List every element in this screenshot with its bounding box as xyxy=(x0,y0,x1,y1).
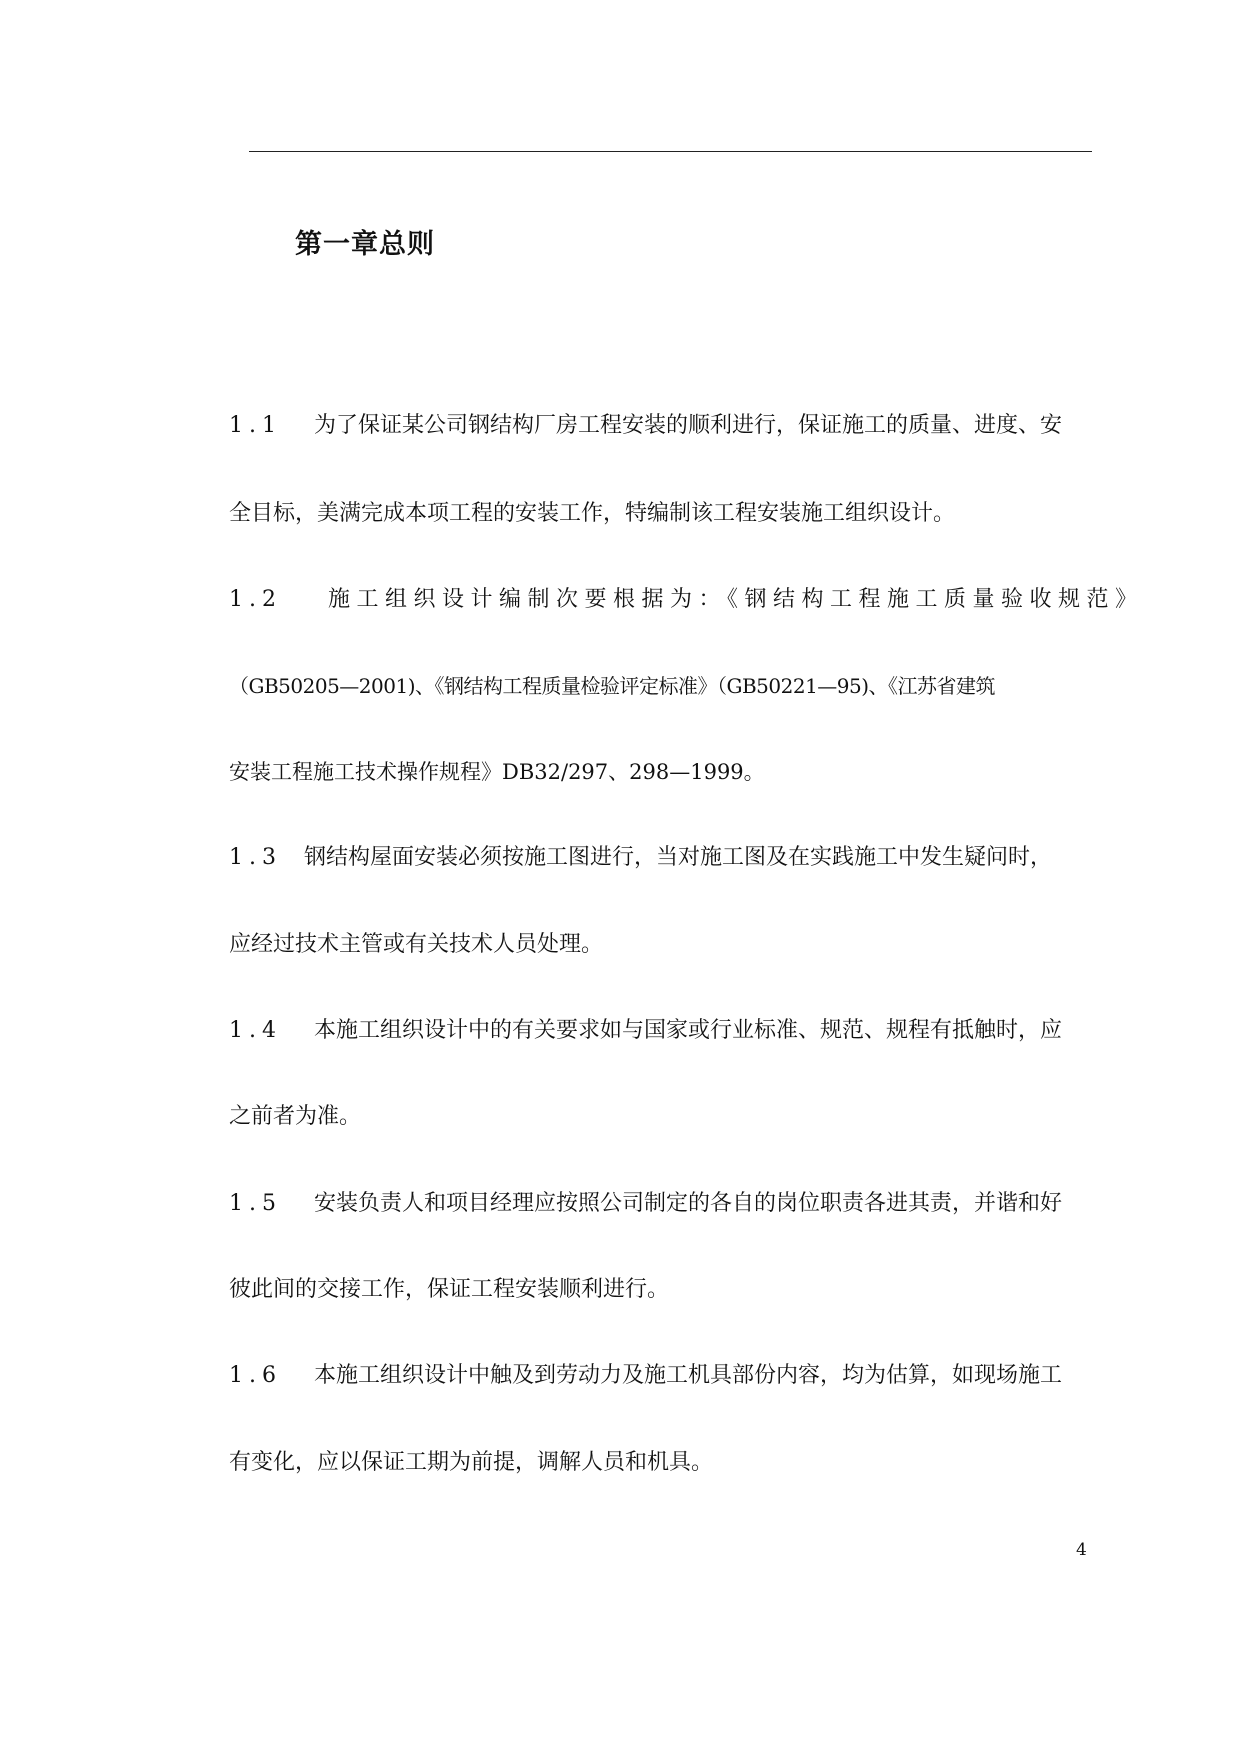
clause-number: 1.5 xyxy=(229,1191,282,1216)
clause-1-5-line-2 xyxy=(229,1275,669,1305)
clause-1-5-line-1 xyxy=(229,1189,1062,1219)
clause-1-2-line-3 xyxy=(229,757,765,788)
clause-text: （GB50205—2001)、《钢结构工程质量检验评定标准》（GB50221—95)、《江苏省建筑 xyxy=(229,674,996,698)
page-number: 4 xyxy=(1076,1540,1087,1560)
clause-1-2-line-1 xyxy=(229,585,1144,615)
clause-number: 1.6 xyxy=(229,1363,282,1388)
clause-text: 彼此间的交接工作，保证工程安装顺利进行。 xyxy=(229,1277,670,1302)
clause-text: 之前者为准。 xyxy=(229,1104,362,1129)
clause-text: 钢结构屋面安装必须按施工图进行，当对施工图及在实践施工中发生疑问时， xyxy=(304,845,1053,870)
clause-text: 施工组织设计编制次要根据为：《钢结构工程施工质量验收规范》 xyxy=(328,587,1144,612)
clause-text: 安装工程施工技术操作规程》DB32/297、298—1999。 xyxy=(229,760,765,784)
clause-1-2-line-2 xyxy=(229,671,995,702)
clause-number: 1.4 xyxy=(229,1018,282,1043)
clause-number: 1.2 xyxy=(229,587,282,612)
clause-number: 1.1 xyxy=(229,413,282,438)
clause-text: 全目标，美满完成本项工程的安装工作，特编制该工程安装施工组织设计。 xyxy=(229,501,956,526)
clause-1-6-line-2 xyxy=(229,1448,713,1478)
clause-1-6-line-1 xyxy=(229,1361,1062,1391)
clause-1-4-line-2 xyxy=(229,1102,361,1132)
clause-text: 安装负责人和项目经理应按照公司制定的各自的岗位职责各进其责，并谐和好 xyxy=(314,1191,1063,1216)
header-divider xyxy=(249,151,1092,152)
clause-1-1-line-2 xyxy=(229,499,955,529)
clause-1-3-line-1 xyxy=(229,843,1052,873)
clause-text: 应经过技术主管或有关技术人员处理。 xyxy=(229,932,604,957)
clause-1-1-line-1 xyxy=(229,411,1062,441)
clause-text: 为了保证某公司钢结构厂房工程安装的顺利进行，保证施工的质量、进度、安 xyxy=(314,413,1063,438)
clause-text: 本施工组织设计中触及到劳动力及施工机具部份内容，均为估算，如现场施工 xyxy=(314,1363,1063,1388)
clause-text: 本施工组织设计中的有关要求如与国家或行业标准、规范、规程有抵触时，应 xyxy=(314,1018,1063,1043)
clause-text: 有变化，应以保证工期为前提，调解人员和机具。 xyxy=(229,1450,714,1475)
clause-number: 1.3 xyxy=(229,845,282,870)
clause-1-3-line-2 xyxy=(229,930,603,960)
chapter-title: 第一章总则 xyxy=(295,229,435,260)
clause-1-4-line-1 xyxy=(229,1016,1062,1046)
